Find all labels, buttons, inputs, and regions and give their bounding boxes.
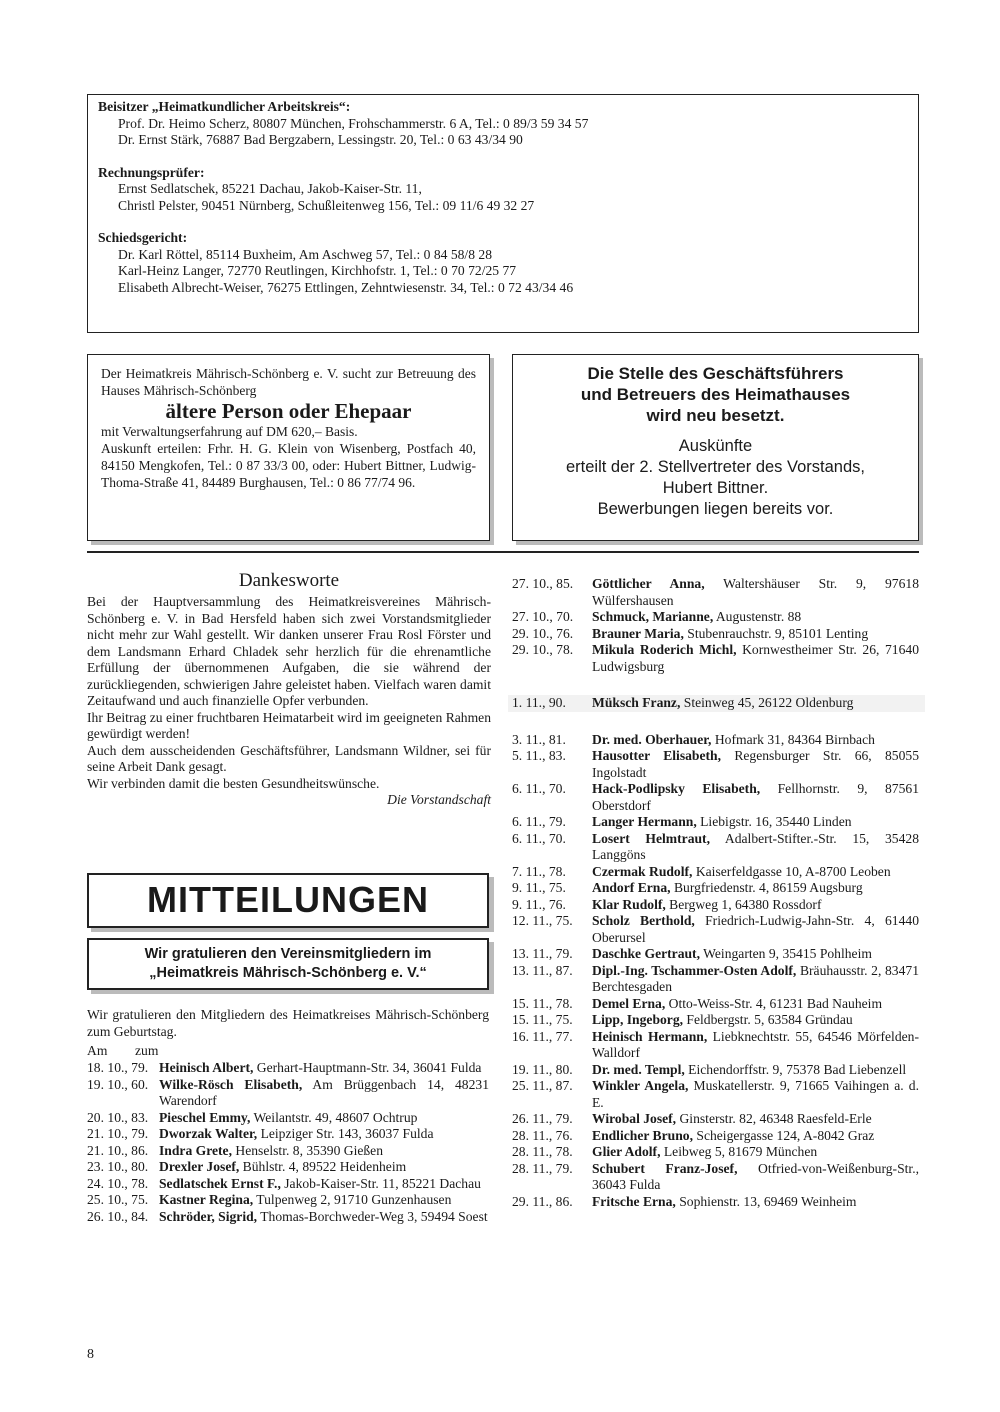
birthday-entry bbox=[87, 1077, 489, 1110]
contact-line: Karl-Heinz Langer, 72770 Reutlingen, Kirchhofstr. 1, Tel.: 0 70 72/25 77 bbox=[118, 263, 517, 278]
member-text bbox=[159, 1143, 489, 1160]
member-address: Kaiserfeldgasse 10, A-8700 Leoben bbox=[692, 863, 891, 879]
member-text bbox=[592, 576, 919, 609]
birthday-date: 21. 10., 79. bbox=[87, 1126, 149, 1141]
member-text bbox=[592, 1144, 919, 1161]
member-text bbox=[592, 748, 919, 781]
birthday-date: 27. 10., 70. bbox=[512, 609, 574, 624]
member-name: Dworzak Walter, bbox=[159, 1126, 258, 1141]
birthday-date: 27. 10., 85. bbox=[512, 576, 574, 591]
member-text bbox=[592, 1029, 919, 1062]
member-address: Tulpenweg 2, 91710 Gunzenhausen bbox=[253, 1192, 452, 1207]
birthday-date: 1. 11., 90. bbox=[512, 695, 566, 710]
member-address: Liebknechtstr. 55, 64546 Mörfelden-Walldorf bbox=[592, 1028, 919, 1060]
member-address: Leibweg 5, 81679 München bbox=[660, 1144, 818, 1159]
member-text bbox=[159, 1209, 489, 1226]
member-text bbox=[592, 913, 919, 946]
birthday-entry bbox=[87, 1209, 489, 1226]
member-name: Daschke Gertraut, bbox=[592, 946, 700, 961]
member-address: Eichendorffstr. 9, 75378 Bad Liebenzell bbox=[684, 1061, 907, 1077]
member-address: Bräuhausstr. 2, 83471 Berchtesgaden bbox=[592, 962, 919, 994]
birthday-date: 13. 11., 87. bbox=[512, 962, 573, 978]
birthday-entry bbox=[512, 609, 919, 626]
member-text bbox=[592, 781, 919, 814]
birthday-date: 6. 11., 79. bbox=[512, 814, 566, 829]
birthday-entry bbox=[512, 781, 919, 814]
birthday-entry bbox=[512, 732, 919, 749]
birthday-date: 28. 11., 79. bbox=[512, 1160, 573, 1176]
birthday-group bbox=[512, 732, 919, 1211]
member-address: Thomas-Borchweder-Weg 3, 59494 Soest bbox=[257, 1208, 488, 1224]
birthday-entry bbox=[512, 1012, 919, 1029]
schiedsgericht-group bbox=[98, 230, 908, 296]
spacer bbox=[512, 675, 919, 695]
member-address: Friedrich-Ludwig-Jahn-Str. 4, 61440 Oberursel bbox=[592, 913, 919, 945]
member-address: Liebigstr. 16, 35440 Linden bbox=[696, 814, 852, 829]
birthday-list-left bbox=[87, 1060, 489, 1225]
birthday-entry bbox=[512, 1161, 919, 1194]
section-divider bbox=[87, 551, 919, 553]
birthday-date: 29. 10., 76. bbox=[512, 625, 574, 641]
birthday-date: 19. 11., 80. bbox=[512, 1061, 573, 1077]
member-name: Müksch Franz, bbox=[592, 695, 681, 710]
birthday-date: 15. 11., 75. bbox=[512, 1012, 573, 1027]
ad-intro: Der Heimatkreis Mährisch-Schönberg e. V. sucht zur Betreuung des Hauses Mährisch-Schönberg bbox=[101, 366, 476, 398]
member-address: Leipziger Str. 143, 36037 Fulda bbox=[257, 1126, 434, 1141]
box-shadow bbox=[91, 990, 494, 994]
birthday-entry bbox=[512, 1111, 919, 1128]
member-name: Hack-Podlipsky Elisabeth, bbox=[592, 781, 761, 796]
birthday-date: 28. 11., 76. bbox=[512, 1127, 573, 1143]
member-text bbox=[159, 1192, 489, 1209]
birthday-date: 13. 11., 79. bbox=[512, 946, 573, 961]
birthday-entry bbox=[512, 831, 919, 864]
member-text bbox=[592, 1078, 919, 1111]
member-name: Winkler Angela, bbox=[592, 1078, 689, 1093]
member-name: Fritsche Erna, bbox=[592, 1193, 676, 1209]
dank-paragraph: Bei der Hauptversammlung des Heimatkreisvereines Mährisch-Schönberg e. V. in Bad Hersfeld haben sich zwei Vorstandsmitglieder nicht mehr zur Wahl gestellt. Wir danken unserer Frau Rosl Förster und dem Landsmann Erhard Chladek sehr herzlich für die ehrenamtliche Erfüllung der übernommenen Aufgaben, die sie während der zurückliegenden, schwierigen Jahre geleistet haben. Vielfach waren damit Zeitaufwand und auch finanzielle Opfer verbunden. bbox=[87, 594, 491, 708]
member-address: Hofmark 31, 84364 Birnbach bbox=[711, 731, 875, 747]
dankesworte-title: Dankesworte bbox=[238, 570, 340, 591]
member-address: Waltershäuser Str. 9, 97618 Wülfershausen bbox=[592, 576, 919, 608]
birthday-date: 25. 10., 75. bbox=[87, 1192, 149, 1207]
contact-line: Christl Pelster, 90451 Nürnberg, Schußleitenweg 156, Tel.: 09 11/6 49 32 27 bbox=[118, 197, 535, 213]
birthday-date: 18. 10., 79. bbox=[87, 1060, 149, 1075]
member-name: Endlicher Bruno, bbox=[592, 1127, 693, 1143]
member-address: Otfried-von-Weißenburg-Str., 36043 Fulda bbox=[592, 1160, 919, 1192]
member-address: Fellhornstr. 9, 87561 Oberstdorf bbox=[592, 781, 919, 813]
ad-shadow bbox=[91, 541, 494, 545]
birthday-entry bbox=[512, 1194, 919, 1211]
dank-signature: Die Vorstandschaft bbox=[387, 792, 491, 807]
member-address: Kornwestheimer Str. 26, 71640 Ludwigsburg bbox=[592, 642, 919, 674]
birthday-entry bbox=[512, 897, 919, 914]
member-text bbox=[592, 897, 919, 914]
member-text bbox=[592, 1012, 919, 1029]
member-address: Augustenstr. 88 bbox=[713, 609, 802, 624]
position-text: erteilt der 2. Stellvertreter des Vorstands, bbox=[566, 458, 865, 476]
beisitzer-heading: Beisitzer „Heimatkundlicher Arbeitskreis“: bbox=[98, 99, 351, 114]
birthday-date: 9. 11., 75. bbox=[512, 880, 566, 895]
birthday-entry bbox=[512, 642, 919, 675]
position-text: Bewerbungen liegen bereits vor. bbox=[597, 500, 834, 518]
birthday-date: 26. 11., 79. bbox=[512, 1111, 573, 1126]
member-name: Heinisch Hermann, bbox=[592, 1028, 708, 1044]
position-text: Hubert Bittner. bbox=[662, 479, 769, 497]
member-text bbox=[592, 732, 919, 749]
birthday-entry bbox=[512, 880, 919, 897]
birthday-entry bbox=[512, 913, 919, 946]
birthday-entry bbox=[512, 1029, 919, 1062]
birthday-entry bbox=[512, 946, 919, 963]
member-name: Glier Adolf, bbox=[592, 1144, 661, 1159]
mitteilungen-heading: MITTEILUNGEN bbox=[87, 873, 489, 928]
gratulation-heading bbox=[87, 938, 489, 990]
birthday-date: 16. 11., 77. bbox=[512, 1028, 573, 1044]
member-name: Pieschel Emmy, bbox=[159, 1109, 251, 1125]
member-address: Otto-Weiss-Str. 4, 61231 Bad Nauheim bbox=[665, 995, 883, 1011]
birthday-entry bbox=[87, 1143, 489, 1160]
member-text bbox=[159, 1176, 489, 1193]
member-name: Drexler Josef, bbox=[159, 1159, 240, 1174]
member-address: Weingarten 9, 35415 Pohlheim bbox=[699, 946, 872, 961]
member-address: Stubenrauchstr. 9, 85101 Lenting bbox=[683, 625, 869, 641]
birthday-date: 6. 11., 70. bbox=[512, 781, 566, 796]
member-name: Kastner Regina, bbox=[159, 1192, 254, 1207]
member-address: Steinweg 45, 26122 Oldenburg bbox=[680, 695, 854, 710]
gratulation-intro: Wir gratulieren den Mitgliedern des Heimatkreises Mährisch-Schönberg zum Geburtstag. bbox=[87, 1007, 489, 1039]
birthday-date: 9. 11., 76. bbox=[512, 896, 566, 912]
birthday-date: 12. 11., 75. bbox=[512, 913, 573, 928]
birthday-entry bbox=[87, 1192, 489, 1209]
member-name: Dr. med. Templ, bbox=[592, 1061, 685, 1077]
member-name: Demel Erna, bbox=[592, 995, 666, 1011]
birthday-date: 7. 11., 78. bbox=[512, 863, 566, 879]
headline-line: Die Stelle des Geschäftsführers bbox=[587, 364, 844, 383]
member-text bbox=[592, 880, 919, 897]
birthday-date: 23. 10., 80. bbox=[87, 1159, 149, 1174]
dank-paragraph: Auch dem ausscheidenden Geschäftsführer, Landsmann Wildner, sei für seine Arbeit Dank gesagt. bbox=[87, 742, 491, 774]
position-headline bbox=[521, 363, 910, 426]
page-number: 8 bbox=[87, 1347, 94, 1362]
member-address: Muskatellerstr. 9, 71665 Vaihingen a. d. E. bbox=[592, 1078, 919, 1110]
member-text bbox=[592, 626, 919, 643]
spacer bbox=[512, 712, 919, 732]
member-text bbox=[159, 1077, 489, 1110]
member-text bbox=[592, 946, 919, 963]
contact-line: Prof. Dr. Heimo Scherz, 80807 München, Frohschammerstr. 6 A, Tel.: 0 89/3 59 34 57 bbox=[118, 115, 589, 131]
member-address: Weilantstr. 49, 48607 Ochtrup bbox=[250, 1109, 418, 1125]
member-text bbox=[592, 864, 919, 881]
birthday-entry bbox=[87, 1110, 489, 1127]
birthday-date: 3. 11., 81. bbox=[512, 731, 566, 747]
ad-contact: Auskunft erteilen: Frhr. H. G. Klein von Wisenberg, Postfach 40, 84150 Mengkofen, Tel.: 0 87 33/3 00, oder: Hubert Bittner, Ludwig-Thoma-Straße 41, 84489 Burghausen, Tel.: 0 86 77/74 96. bbox=[101, 441, 476, 490]
contact-line: Dr. Ernst Stärk, 76887 Bad Bergzabern, Lessingstr. 20, Tel.: 0 63 43/34 90 bbox=[118, 132, 523, 147]
birthday-date: 25. 11., 87. bbox=[512, 1078, 573, 1093]
member-address: Regensburger Str. 66, 85055 Ingolstadt bbox=[592, 748, 919, 780]
member-name: Andorf Erna, bbox=[592, 880, 671, 895]
member-name: Brauner Maria, bbox=[592, 625, 684, 641]
caretaker-ad bbox=[87, 354, 490, 541]
member-text bbox=[159, 1159, 489, 1176]
box-shadow bbox=[91, 928, 494, 932]
ad-shadow bbox=[516, 541, 923, 545]
member-text bbox=[159, 1110, 489, 1127]
birthday-entry bbox=[87, 1159, 489, 1176]
member-name: Hausotter Elisabeth, bbox=[592, 748, 721, 763]
birthday-date: 29. 10., 78. bbox=[512, 642, 574, 657]
birthday-date: 26. 10., 84. bbox=[87, 1208, 149, 1224]
member-text bbox=[592, 963, 919, 996]
position-ad bbox=[512, 354, 919, 541]
member-name: Göttlicher Anna, bbox=[592, 576, 705, 591]
ad-requirement: mit Verwaltungserfahrung auf DM 620,– Basis. bbox=[101, 424, 358, 439]
member-name: Losert Helmtraut, bbox=[592, 830, 710, 846]
birthday-entry bbox=[87, 1126, 489, 1143]
birthday-date: 6. 11., 70. bbox=[512, 830, 566, 846]
member-name: Wilke-Rösch Elisabeth, bbox=[159, 1076, 303, 1092]
ad-shadow bbox=[919, 358, 923, 545]
birthday-entry bbox=[512, 996, 919, 1013]
birthday-entry bbox=[512, 626, 919, 643]
member-address: Scheigergasse 124, A-8042 Graz bbox=[692, 1127, 875, 1143]
member-text bbox=[592, 1062, 919, 1079]
birthday-date: 19. 10., 60. bbox=[87, 1076, 149, 1092]
member-name: Schröder, Sigrid, bbox=[159, 1208, 258, 1224]
member-text bbox=[592, 609, 919, 626]
member-text bbox=[592, 642, 919, 675]
member-address: Feldbergstr. 5, 63584 Gründau bbox=[683, 1012, 853, 1027]
member-address: Bergweg 1, 64380 Rossdorf bbox=[665, 896, 822, 912]
member-name: Wirobal Josef, bbox=[592, 1111, 677, 1126]
gratulation-line: „Heimatkreis Mährisch-Schönberg e. V.“ bbox=[149, 965, 427, 981]
member-address: Jakob-Kaiser-Str. 11, 85221 Dachau bbox=[280, 1175, 481, 1191]
member-text bbox=[592, 1161, 919, 1194]
member-text bbox=[159, 1126, 489, 1143]
birthday-list-right bbox=[512, 576, 919, 1210]
contact-line: Dr. Karl Röttel, 85114 Buxheim, Am Aschweg 57, Tel.: 0 84 58/8 28 bbox=[118, 246, 492, 262]
board-contacts-box bbox=[87, 94, 919, 333]
member-name: Heinisch Albert, bbox=[159, 1060, 254, 1075]
member-name: Dr. med. Oberhauer, bbox=[592, 731, 712, 747]
position-text: Auskünfte bbox=[678, 437, 753, 455]
ad-shadow bbox=[490, 358, 494, 545]
contact-line: Ernst Sedlatschek, 85221 Dachau, Jakob-Kaiser-Str. 11, bbox=[118, 181, 422, 196]
beisitzer-group bbox=[98, 99, 908, 149]
member-name: Schmuck, Marianne, bbox=[592, 609, 714, 624]
member-name: Mikula Roderich Michl, bbox=[592, 642, 737, 657]
birthday-date: 21. 10., 86. bbox=[87, 1142, 149, 1158]
ad-headline: ältere Person oder Ehepaar bbox=[165, 399, 412, 423]
dankesworte-body bbox=[87, 594, 491, 792]
dank-paragraph: Wir verbinden damit die besten Gesundheitswünsche. bbox=[87, 775, 380, 791]
member-name: Czermak Rudolf, bbox=[592, 863, 693, 879]
member-text bbox=[592, 996, 919, 1013]
birthday-entry bbox=[512, 695, 925, 712]
pruefer-heading: Rechnungsprüfer: bbox=[98, 164, 205, 180]
birthday-entry bbox=[512, 864, 919, 881]
member-text bbox=[592, 814, 919, 831]
dankesworte-section bbox=[87, 570, 491, 809]
member-address: Sophienstr. 13, 69469 Weinheim bbox=[675, 1193, 857, 1209]
member-name: Schubert Franz-Josef, bbox=[592, 1160, 738, 1176]
birthday-group-highlighted bbox=[508, 695, 925, 712]
member-name: Lipp, Ingeborg, bbox=[592, 1012, 684, 1027]
birthday-entry bbox=[512, 748, 919, 781]
member-text bbox=[159, 1060, 489, 1077]
dank-paragraph: Ihr Beitrag zu einer fruchtbaren Heimatarbeit wird im geeigneten Rahmen gewürdigt werden! bbox=[87, 709, 491, 741]
headline-line: und Betreuers des Heimathauses bbox=[580, 385, 851, 404]
zum-label: zum bbox=[135, 1043, 159, 1058]
birthday-entry bbox=[512, 814, 919, 831]
birthday-date: 15. 11., 78. bbox=[512, 995, 573, 1011]
birthday-date: 5. 11., 83. bbox=[512, 748, 566, 763]
pruefer-group bbox=[98, 165, 908, 215]
member-address: Gerhart-Hauptmann-Str. 34, 36041 Fulda bbox=[253, 1060, 482, 1075]
member-name: Dipl.-Ing. Tschammer-Osten Adolf, bbox=[592, 962, 797, 978]
birthday-entry bbox=[512, 1062, 919, 1079]
member-name: Klar Rudolf, bbox=[592, 896, 666, 912]
member-address: Ginsterstr. 82, 46348 Raesfeld-Erle bbox=[676, 1111, 872, 1126]
birthday-date: 28. 11., 78. bbox=[512, 1144, 573, 1159]
member-address: Bühlstr. 4, 89522 Heidenheim bbox=[239, 1159, 407, 1174]
member-text bbox=[592, 831, 919, 864]
am-label: Am bbox=[87, 1043, 108, 1058]
gratulation-line: Wir gratulieren den Vereinsmitgliedern im bbox=[144, 946, 432, 962]
member-name: Langer Hermann, bbox=[592, 814, 697, 829]
headline-line: wird neu besetzt. bbox=[646, 406, 785, 425]
member-address: Burgfriedenstr. 4, 86159 Augsburg bbox=[670, 880, 863, 895]
birthday-entry bbox=[87, 1060, 489, 1077]
member-address: Am Brüggenbach 14, 48231 Warendorf bbox=[159, 1076, 489, 1108]
member-text bbox=[592, 1128, 919, 1145]
birthday-entry bbox=[512, 1078, 919, 1111]
contact-line: Elisabeth Albrecht-Weiser, 76275 Ettlingen, Zehntwiesenstr. 34, Tel.: 0 72 43/34 46 bbox=[118, 279, 574, 295]
member-address: Henselstr. 8, 35390 Gießen bbox=[232, 1142, 384, 1158]
birthday-entry bbox=[512, 1144, 919, 1161]
birthday-date: 29. 11., 86. bbox=[512, 1193, 573, 1209]
birthday-entry bbox=[87, 1176, 489, 1193]
column-header bbox=[87, 1043, 158, 1060]
birthday-entry bbox=[512, 963, 919, 996]
birthday-date: 20. 10., 83. bbox=[87, 1109, 149, 1125]
box-shadow bbox=[489, 942, 494, 994]
member-address: Adalbert-Stifter.-Str. 15, 35428 Langgöns bbox=[592, 830, 919, 862]
member-name: Sedlatschek Ernst F., bbox=[159, 1175, 281, 1191]
member-text bbox=[592, 695, 925, 712]
birthday-entry bbox=[512, 576, 919, 609]
birthday-entry bbox=[512, 1128, 919, 1145]
member-text bbox=[592, 1111, 919, 1128]
schiedsgericht-heading: Schiedsgericht: bbox=[98, 230, 188, 245]
birthday-date: 24. 10., 78. bbox=[87, 1175, 149, 1191]
birthday-group bbox=[512, 576, 919, 675]
member-name: Scholz Berthold, bbox=[592, 913, 695, 928]
member-text bbox=[592, 1194, 919, 1211]
box-shadow bbox=[489, 877, 494, 932]
member-name: Indra Grete, bbox=[159, 1142, 232, 1158]
